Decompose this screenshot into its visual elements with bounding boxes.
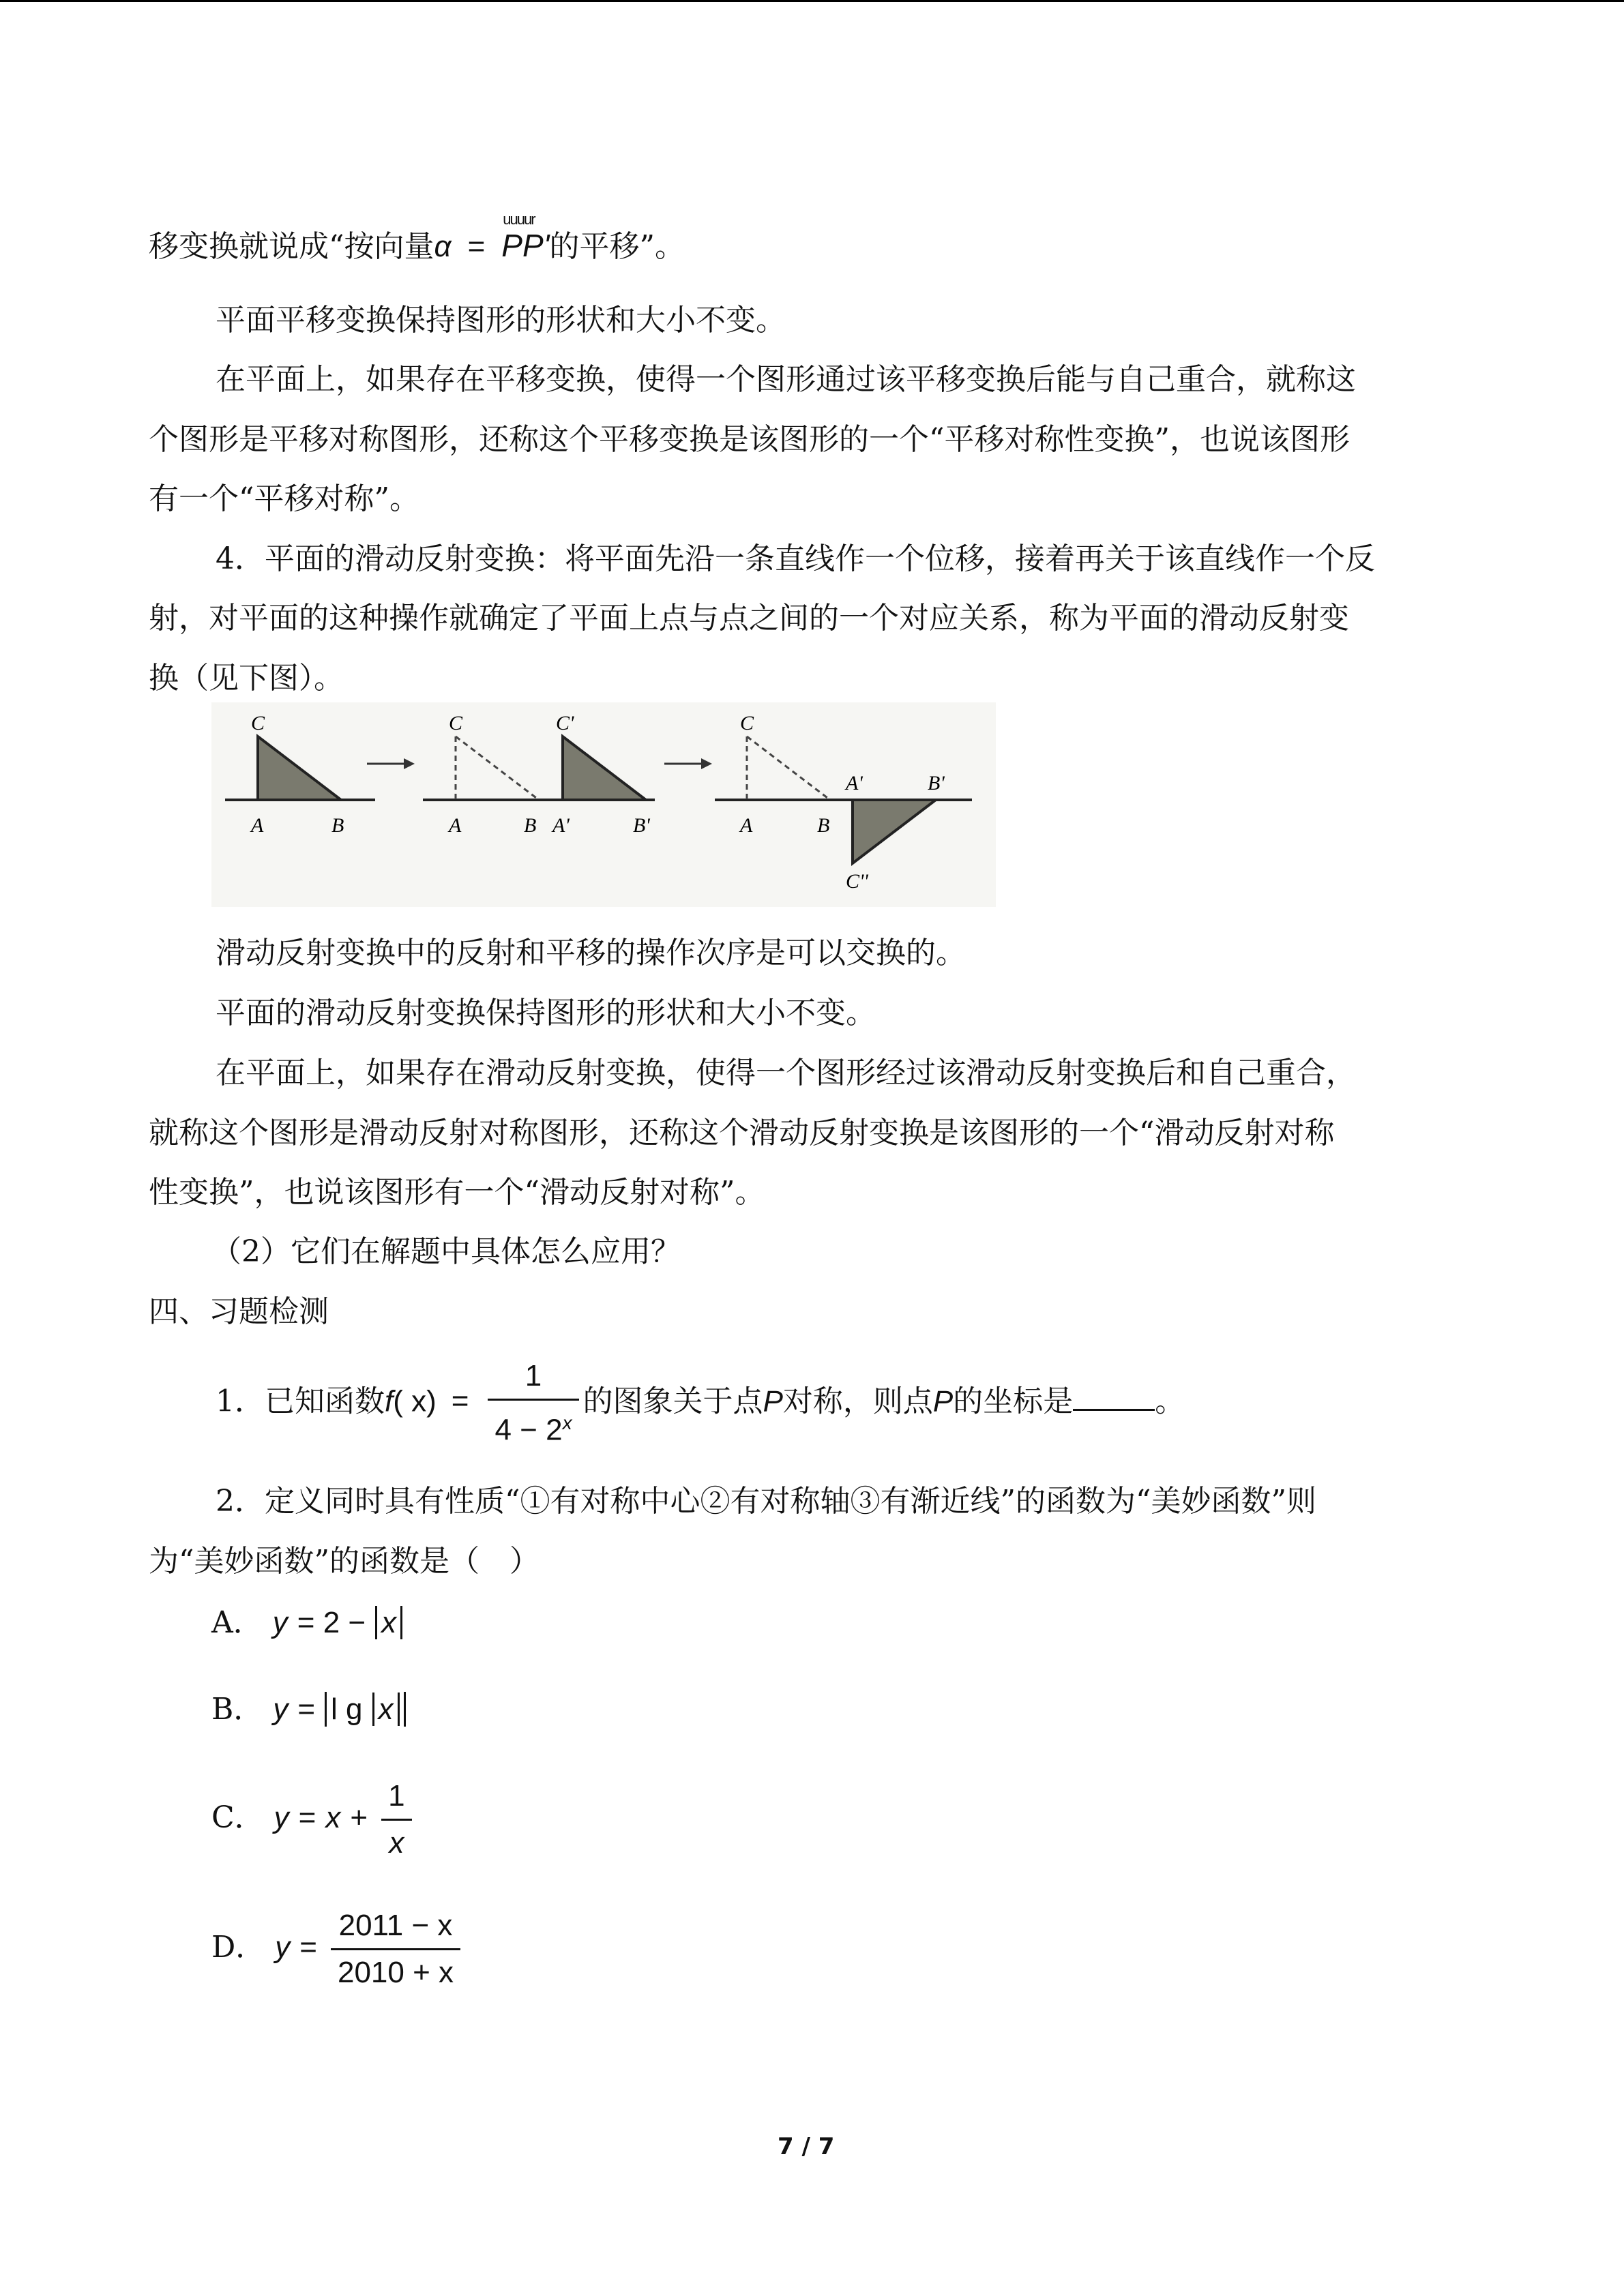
option-d-mid: =: [299, 1930, 317, 1964]
text-line-4: 个图形是平移对称图形，还称这个平移变换是该图形的一个“平移对称性变换”，也说该图形: [149, 422, 1350, 457]
option-d[interactable]: [211, 1903, 464, 1995]
text-line-12: 就称这个图形是滑动反射对称图形，还称这个滑动反射变换是该图形的一个“滑动反射对称: [149, 1116, 1335, 1150]
option-d-fraction: [331, 1903, 460, 1995]
q1-point-p1: P: [763, 1384, 783, 1418]
option-d-label: D．: [211, 1930, 266, 1965]
page-number: 7 / 7: [778, 2133, 835, 2160]
equals-sign: =: [467, 230, 486, 263]
option-b-mid: =: [297, 1693, 316, 1726]
question-1: [216, 1354, 1185, 1453]
label-b2: B: [524, 814, 537, 837]
option-b-abs: [325, 1692, 405, 1727]
option-b-abs-x: x: [372, 1693, 400, 1726]
option-b[interactable]: [211, 1689, 406, 1730]
label-b3-prime: B': [928, 772, 945, 794]
q1-denominator: [488, 1401, 578, 1453]
option-d-denominator: 2010 + x: [337, 1956, 454, 1989]
option-a-y: y: [272, 1606, 288, 1639]
question-2-line-2: 为“美妙函数”的函数是（ ）: [149, 1544, 540, 1579]
text-line-7: 射，对平面的这种操作就确定了平面上点与点之间的一个对应关系，称为平面的滑动反射变: [149, 601, 1349, 636]
top-border: [0, 0, 1624, 2]
q1-f: f: [385, 1384, 394, 1418]
option-c-label: C．: [211, 1800, 265, 1835]
option-d-numerator: 2011 − x: [331, 1903, 460, 1950]
label-a3-prime: A': [846, 772, 863, 794]
option-c-y: y: [274, 1801, 289, 1834]
option-d-y: y: [275, 1930, 291, 1964]
label-c3: C: [740, 712, 754, 734]
glide-reflection-figure: [211, 702, 996, 907]
option-b-lg: l g: [331, 1693, 363, 1726]
vector-pp: uuuur PP': [501, 211, 550, 263]
alpha-symbol: α: [434, 230, 452, 263]
q1-prefix: 1．已知函数: [216, 1384, 385, 1419]
text-line-11: 在平面上，如果存在滑动反射变换，使得一个图形经过该滑动反射变换后和自己重合，: [216, 1056, 1356, 1090]
text-line-14: （2）它们在解题中具体怎么应用？: [211, 1234, 681, 1269]
text-line-9: 滑动反射变换中的反射和平移的操作次序是可以交换的。: [216, 936, 966, 970]
text-line-10: 平面的滑动反射变换保持图形的形状和大小不变。: [216, 996, 876, 1030]
option-c-plus: +: [350, 1801, 368, 1834]
q1-mid3: 的坐标是: [953, 1384, 1074, 1419]
q1-mid2: 对称，则点: [782, 1384, 933, 1419]
q1-point-p2: P: [932, 1384, 954, 1418]
option-c-denominator: x: [389, 1826, 404, 1860]
q1-equals: =: [451, 1384, 469, 1418]
label-b2-prime: B': [633, 814, 650, 837]
q1-den-base: 4 − 2: [494, 1413, 563, 1447]
label-b1: B: [331, 814, 344, 837]
text-line-13: 性变换”，也说该图形有一个“滑动反射对称”。: [149, 1175, 765, 1210]
option-b-y: y: [273, 1693, 289, 1726]
text-line-6: 4．平面的滑动反射变换：将平面先沿一条直线作一个位移，接着再关于该直线作一个反: [216, 541, 1375, 576]
option-c-x: x: [325, 1801, 341, 1834]
text-line-8: 换（见下图）。: [149, 661, 344, 696]
vector-label: PP': [501, 228, 550, 263]
option-a-abs-x: x: [375, 1606, 402, 1639]
option-c-fraction: [381, 1774, 411, 1866]
q1-numerator: 1: [488, 1354, 578, 1401]
option-c-numerator: 1: [381, 1774, 411, 1821]
label-c2: C: [449, 712, 463, 734]
option-c-mid: =: [298, 1801, 316, 1834]
text-line-2: 平面平移变换保持图形的形状和大小不变。: [216, 303, 786, 338]
text-line-3: 在平面上，如果存在平移变换，使得一个图形通过该平移变换后能与自己重合，就称这: [216, 362, 1356, 397]
label-c2-prime: C': [556, 712, 574, 734]
q1-mid1: 的图象关于点: [582, 1384, 763, 1419]
q1-fraction: [488, 1354, 578, 1453]
line1-prefix: 移变换就说成“按向量: [149, 229, 434, 264]
option-a-label: A．: [211, 1605, 263, 1640]
label-b3: B: [817, 814, 830, 837]
line1-suffix: 的平移”。: [549, 229, 685, 264]
text-line-1: [149, 211, 685, 267]
option-a-mid: = 2 −: [297, 1606, 366, 1639]
text-line-5: 有一个“平移对称”。: [149, 481, 419, 516]
option-b-label: B．: [211, 1692, 264, 1727]
q1-end: 。: [1155, 1384, 1185, 1419]
q1-den-exp: x: [562, 1412, 572, 1433]
label-c3-double-prime: C'': [846, 870, 868, 893]
question-2-line-1: 2．定义同时具有性质“①有对称中心②有对称轴③有渐近线”的函数为“美妙函数”则: [216, 1484, 1316, 1519]
label-a2-prime: A': [552, 814, 570, 837]
label-a3: A: [740, 814, 753, 837]
option-c[interactable]: [211, 1773, 416, 1866]
option-a[interactable]: [211, 1602, 402, 1643]
section-heading-exercises: 四、习题检测: [149, 1294, 329, 1329]
q1-answer-blank[interactable]: [1073, 1382, 1155, 1411]
label-a1: A: [251, 814, 264, 837]
label-c1: C: [251, 712, 265, 734]
q1-arg: ( x): [393, 1384, 437, 1418]
label-a2: A: [449, 814, 462, 837]
